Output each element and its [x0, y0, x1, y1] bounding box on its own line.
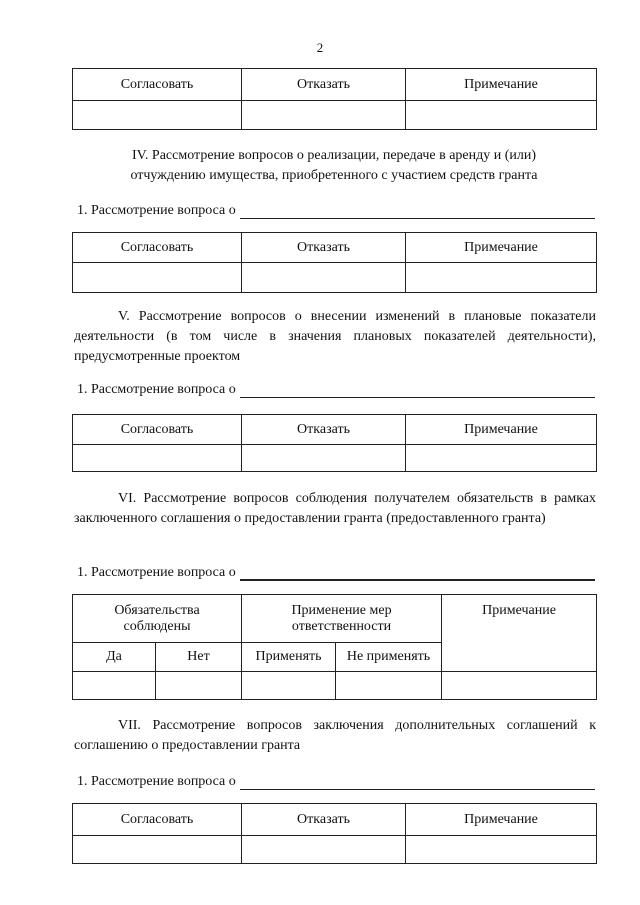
decision-table-3	[72, 414, 597, 472]
section-6-question: 1. Рассмотрение вопроса о	[77, 561, 595, 581]
header-note: Примечание	[406, 69, 597, 101]
cell-refuse	[242, 836, 406, 864]
blank-line	[240, 775, 595, 790]
header-note: Примечание	[442, 595, 597, 672]
blank-line	[240, 204, 595, 219]
cell-note	[442, 672, 597, 700]
header-agree: Согласовать	[73, 233, 242, 263]
header-obligations: Обязательства соблюдены	[73, 595, 242, 643]
section-5-heading: V. Рассмотрение вопросов о внесении изменений в плановые показатели деятельности (в том числе в значения плановых показателей деятельности), предусмотренные проектом	[74, 309, 596, 364]
header-agree: Согласовать	[73, 69, 242, 101]
blank-line	[240, 383, 595, 398]
cell-refuse	[242, 445, 406, 472]
cell-refuse	[242, 263, 406, 293]
header-note: Примечание	[406, 804, 597, 836]
cell-note	[406, 101, 597, 130]
cell-agree	[73, 101, 242, 130]
header-yes: Да	[73, 643, 156, 672]
header-refuse: Отказать	[242, 804, 406, 836]
section-4-question: 1. Рассмотрение вопроса о	[77, 199, 595, 219]
header-note: Примечание	[406, 233, 597, 263]
header-note: Примечание	[406, 415, 597, 445]
section-7-question: 1. Рассмотрение вопроса о	[77, 770, 595, 790]
header-measures: Применение мер ответственности	[242, 595, 442, 643]
cell-note	[406, 836, 597, 864]
section-4-heading: IV. Рассмотрение вопросов о реализации, передаче в аренду и (или) отчуждению имущества, приобретенного с участием средств гранта	[130, 148, 538, 183]
header-refuse: Отказать	[242, 233, 406, 263]
section-5-question: 1. Рассмотрение вопроса о	[77, 378, 595, 398]
cell-yes	[73, 672, 156, 700]
cell-agree	[73, 836, 242, 864]
cell-note	[406, 263, 597, 293]
cell-agree	[73, 445, 242, 472]
decision-table-5	[72, 803, 597, 864]
cell-agree	[73, 263, 242, 293]
header-no: Нет	[156, 643, 242, 672]
section-7-heading: VII. Рассмотрение вопросов заключения дополнительных соглашений к соглашению о предоставлении гранта	[74, 718, 596, 753]
cell-no	[156, 672, 242, 700]
cell-not-apply	[336, 672, 442, 700]
section-6-heading: VI. Рассмотрение вопросов соблюдения получателем обязательств в рамках заключенного соглашения о предоставлении гранта (предоставленного гранта)	[74, 491, 596, 526]
obligations-table	[72, 594, 597, 700]
header-refuse: Отказать	[242, 69, 406, 101]
blank-line	[240, 566, 595, 581]
header-agree: Согласовать	[73, 415, 242, 445]
cell-apply	[242, 672, 336, 700]
decision-table-1	[72, 68, 597, 130]
header-agree: Согласовать	[73, 804, 242, 836]
header-apply: Применять	[242, 643, 336, 672]
decision-table-2	[72, 232, 597, 293]
cell-note	[406, 445, 597, 472]
page-number: 2	[316, 40, 324, 55]
cell-refuse	[242, 101, 406, 130]
header-refuse: Отказать	[242, 415, 406, 445]
header-not-apply: Не применять	[336, 643, 442, 672]
